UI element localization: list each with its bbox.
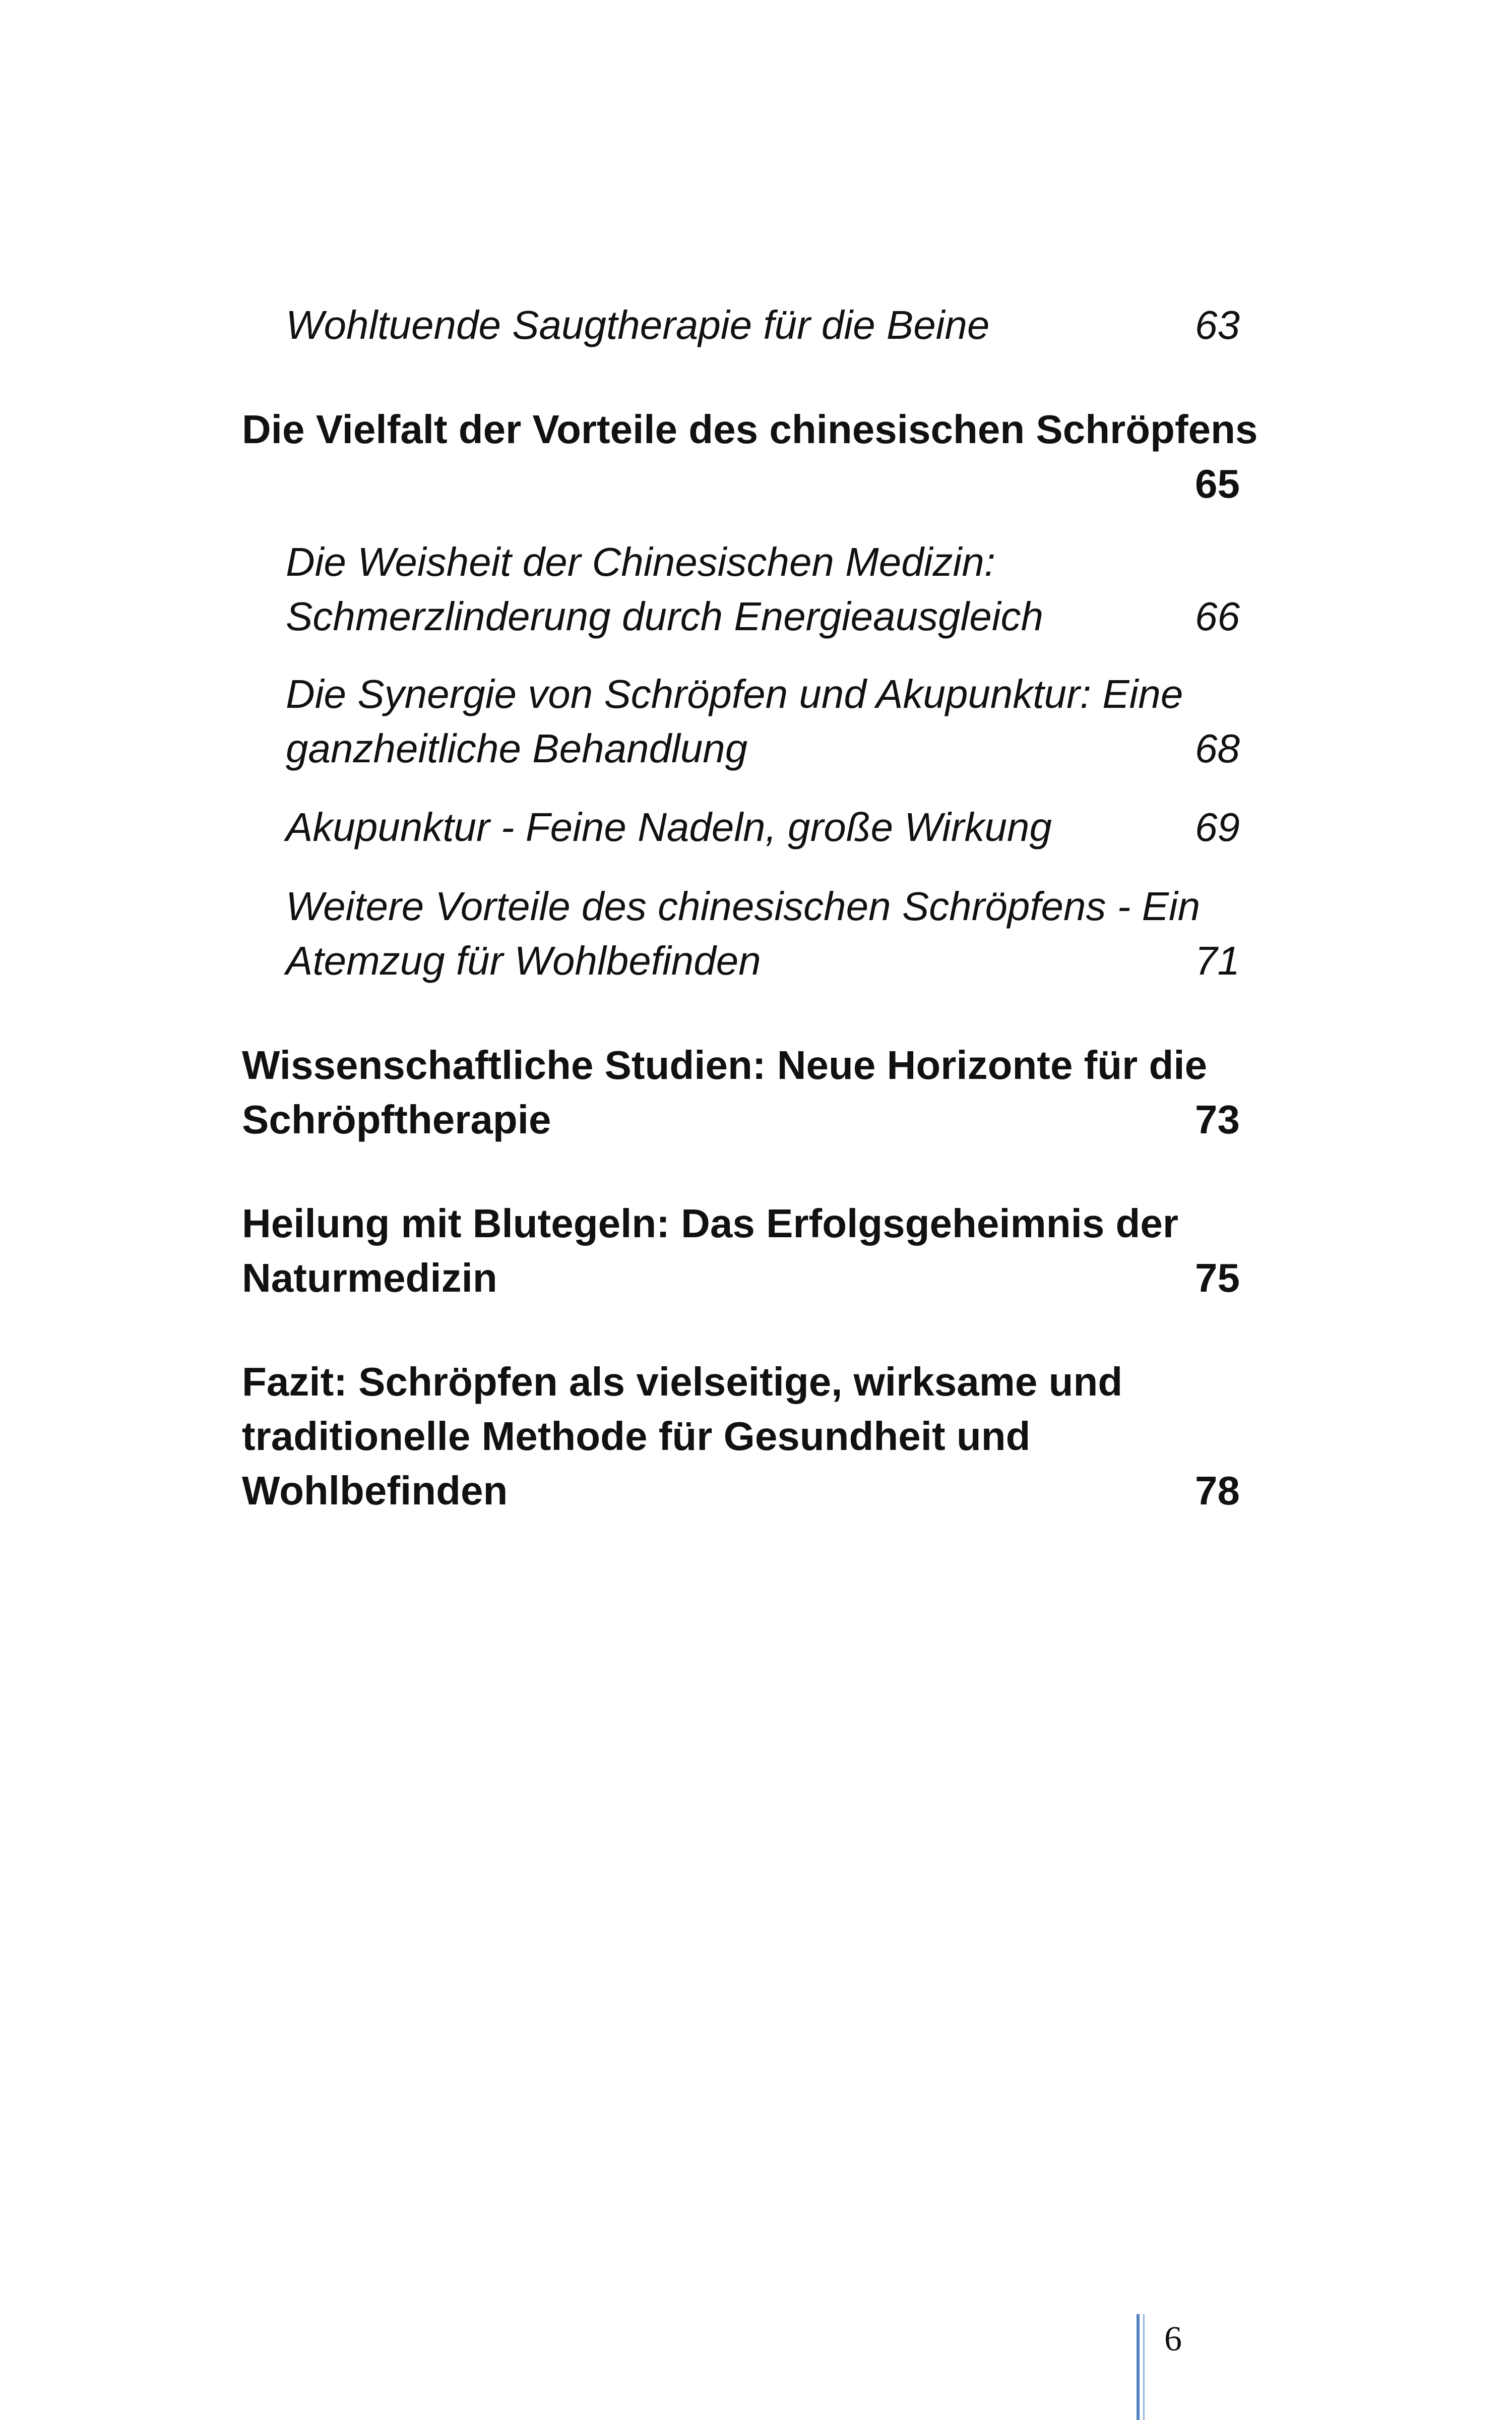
toc-entry-title: Die Vielfalt der Vorteile des chinesischen Schröpfens bbox=[242, 407, 1258, 452]
page-number-rule-secondary bbox=[1143, 2314, 1145, 2420]
toc-entry-title: Wohltuende Saugtherapie für die Beine bbox=[286, 302, 990, 347]
toc-entry-title: ganzheitliche Behandlung bbox=[286, 726, 748, 771]
toc-entry-page: 71 bbox=[1195, 938, 1240, 983]
toc-entry-title: traditionelle Methode für Gesundheit und bbox=[242, 1414, 1031, 1459]
toc-entry-page: 63 bbox=[1195, 302, 1240, 347]
toc-entry-title: Heilung mit Blutegeln: Das Erfolgsgeheimnis der bbox=[242, 1201, 1179, 1246]
toc-entry-title: Weitere Vorteile des chinesischen Schröpfens - Ein bbox=[286, 884, 1201, 929]
toc-entry-title: Atemzug für Wohlbefinden bbox=[286, 938, 761, 983]
toc-entry-title: Die Weisheit der Chinesischen Medizin: bbox=[286, 539, 996, 584]
toc-entry-page: 75 bbox=[1195, 1255, 1240, 1300]
toc-entry-title: Naturmedizin bbox=[242, 1255, 497, 1300]
toc-entry-title: Schröpftherapie bbox=[242, 1097, 551, 1142]
toc-entry-page: 69 bbox=[1195, 805, 1240, 850]
toc-entry-title: Schmerzlinderung durch Energieausgleich bbox=[286, 594, 1044, 639]
toc-entry-title: Fazit: Schröpfen als vielseitige, wirksame und bbox=[242, 1359, 1123, 1404]
page-number-rule bbox=[1137, 2314, 1140, 2420]
toc-entry-page: 78 bbox=[1195, 1468, 1240, 1513]
toc-entry-page: 68 bbox=[1195, 726, 1240, 771]
toc-entry-title: Die Synergie von Schröpfen und Akupunktur: Eine bbox=[286, 672, 1183, 716]
toc-entry-title: Wohlbefinden bbox=[242, 1468, 508, 1513]
toc-entry-title: Wissenschaftliche Studien: Neue Horizonte für die bbox=[242, 1043, 1208, 1087]
toc-entry-page: 65 bbox=[1195, 461, 1240, 506]
page-number: 6 bbox=[1164, 2320, 1182, 2358]
toc-entry-page: 73 bbox=[1195, 1097, 1240, 1142]
table-of-contents bbox=[242, 0, 1258, 2017]
toc-entry-title: Akupunktur - Feine Nadeln, große Wirkung bbox=[286, 805, 1052, 850]
toc-entry-page: 66 bbox=[1195, 594, 1240, 639]
